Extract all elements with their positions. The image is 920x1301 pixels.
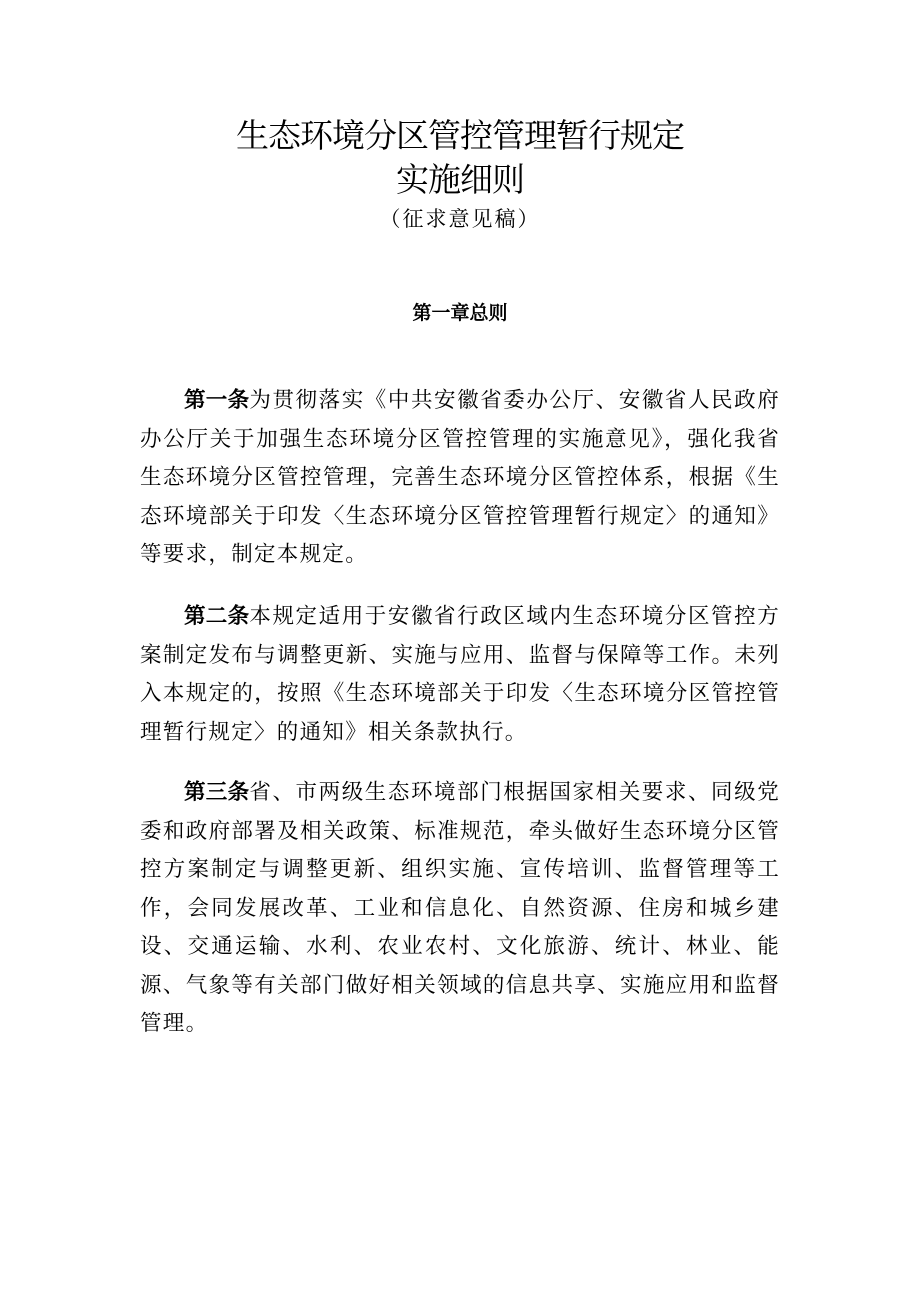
article-3-text: 省、市两级生态环境部门根据国家相关要求、同级党委和政府部署及相关政策、标准规范，牵头做好生态环境分区管控方案制定与调整更新、组织实施、宣传培训、监督管理等工作，会同发展改革、工业和信息化、自然资源、住房和城乡建设、交通运输、水利、农业农村、文化旅游、统计、林业、能源、气象等有关部门做好相关领域的信息共享、实施应用和监督管理。 [140,780,780,1036]
chapter-heading: 第一章总则 [412,302,508,324]
article-2 [140,598,780,752]
document-subtitle: （征求意见稿） [379,207,541,231]
article-1-text: 为贯彻落实《中共安徽省委办公厅、安徽省人民政府办公厅关于加强生态环境分区管控管理的实施意见》，强化我省生态环境分区管控管理，完善生态环境分区管控体系，根据《生态环境部关于印发〈生态环境分区管控管理暂行规定〉的通知》等要求，制定本规定。 [140,388,780,567]
document-title-line1: 生态环境分区管控管理暂行规定 [236,116,684,155]
article-1 [140,382,780,575]
article-2-text: 本规定适用于安徽省行政区域内生态环境分区管控方案制定发布与调整更新、实施与应用、监督与保障等工作。未列入本规定的，按照《生态环境部关于印发〈生态环境分区管控管理暂行规定〉的通知》相关条款执行。 [140,604,780,745]
article-3-label: 第三条 [184,780,250,805]
article-1-label: 第一条 [184,388,250,413]
document-title-line2: 实施细则 [396,160,524,199]
article-3 [140,774,780,1044]
article-2-label: 第二条 [184,604,250,629]
